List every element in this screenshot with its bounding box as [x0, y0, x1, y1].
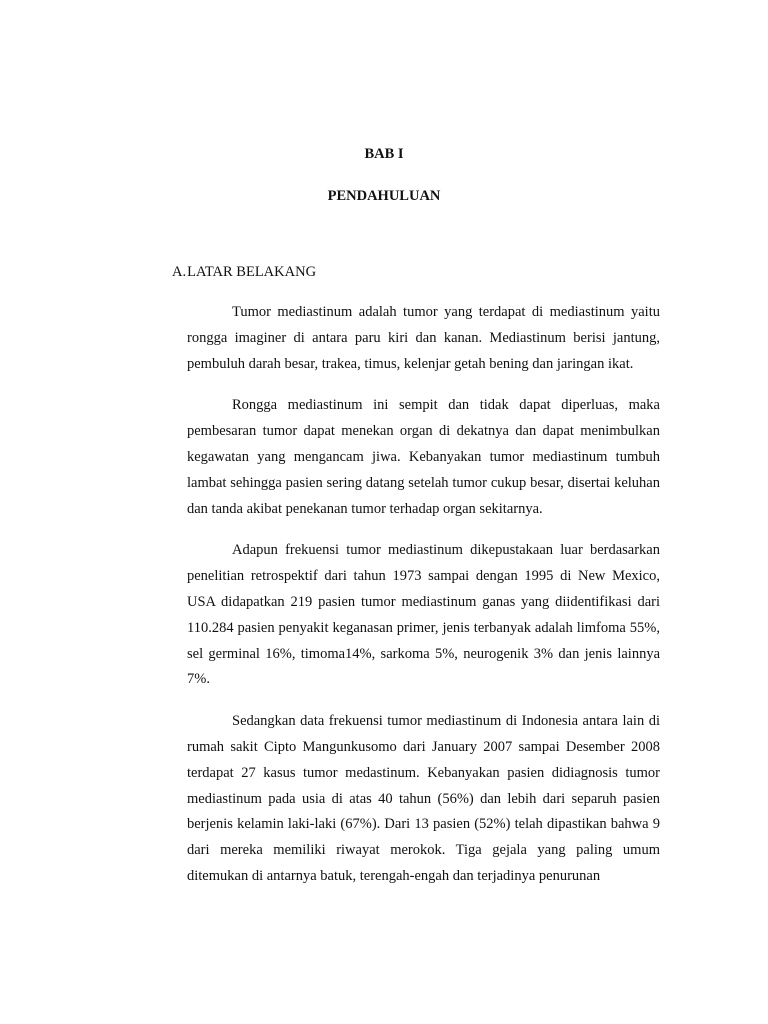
paragraph: Sedangkan data frekuensi tumor mediastinum di Indonesia antara lain di rumah sakit Cipto Mangunkusomo dari January 2007 sampai Desember 2008 terdapat 27 kasus tumor medastinum. Kebanyakan pasien didiagnosis tumor mediastinum pada usia di atas 40 tahun (56%) dan lebih dari separuh pasien berjenis kelamin laki-laki (67%). Dari 13 pasien (52%) telah dipastikan bahwa 9 dari mereka memiliki riwayat merokok. Tiga gejala yang paling umum ditemukan di antarnya batuk, terengah-engah dan terjadinya penurunan: [187, 713, 660, 884]
chapter-title: PENDAHULUAN: [327, 188, 441, 204]
section-number: A.: [172, 264, 187, 280]
section-title: LATAR BELAKANG: [187, 264, 317, 280]
body-text: [187, 300, 660, 906]
paragraph: Rongga mediastinum ini sempit dan tidak dapat diperluas, maka pembesaran tumor dapat menekan organ di dekatnya dan dapat menimbulkan kegawatan yang mengancam jiwa. Kebanyakan tumor mediastinum tumbuh lambat sehingga pasien sering datang setelah tumor cukup besar, disertai keluhan dan tanda akibat penekanan tumor terhadap organ sekitarnya.: [187, 397, 660, 517]
chapter-number: BAB I: [364, 146, 404, 162]
paragraph: Adapun frekuensi tumor mediastinum dikepustakaan luar berdasarkan penelitian retrospektif dari tahun 1973 sampai dengan 1995 di New Mexico, USA didapatkan 219 pasien tumor mediastinum ganas yang diidentifikasi dari 110.284 pasien penyakit keganasan primer, jenis terbanyak adalah limfoma 55%, sel germinal 16%, timoma14%, sarkoma 5%, neurogenik 3% dan jenis lainnya 7%.: [187, 542, 660, 688]
paragraph: Tumor mediastinum adalah tumor yang terdapat di mediastinum yaitu rongga imaginer di antara paru kiri dan kanan. Mediastinum berisi jantung, pembuluh darah besar, trakea, timus, kelenjar getah bening dan jaringan ikat.: [187, 304, 660, 372]
section-heading: [172, 264, 316, 281]
